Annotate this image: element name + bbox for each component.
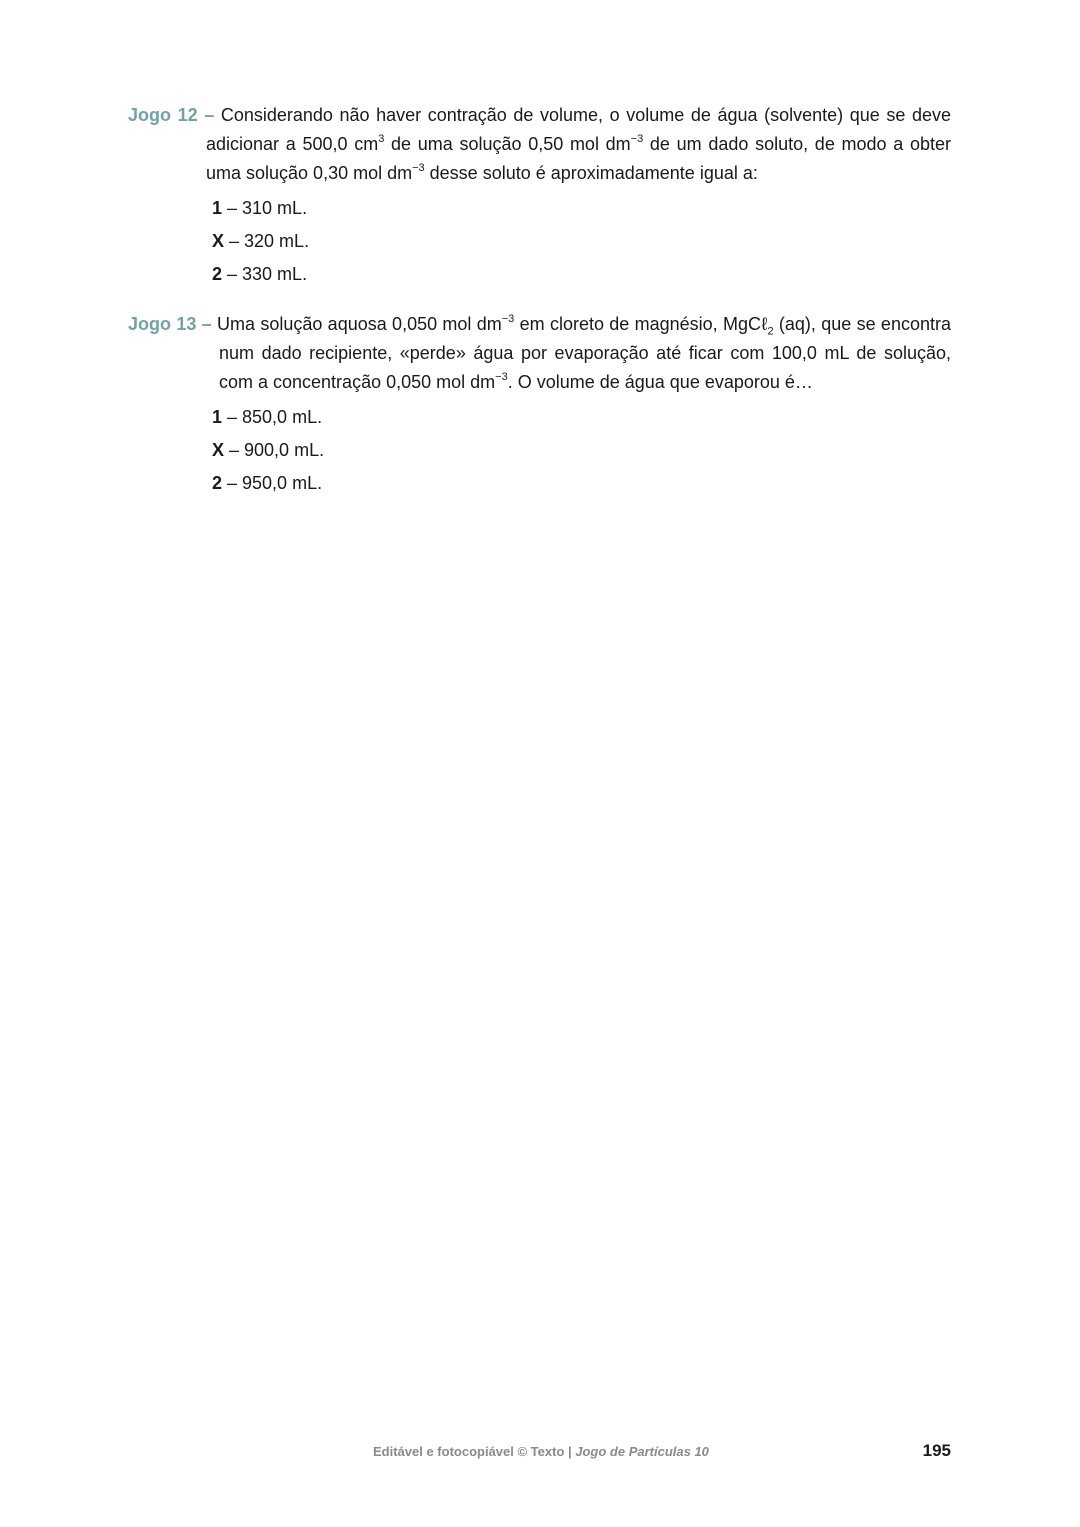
option-key: 2 [212, 473, 223, 493]
option-text: – 320 mL. [224, 231, 310, 251]
option-text: – 310 mL. [222, 198, 308, 218]
superscript: −3 [412, 162, 425, 174]
option-key: 1 [212, 198, 223, 218]
superscript: −3 [501, 313, 515, 325]
superscript: 3 [378, 133, 385, 145]
question-text [128, 310, 951, 397]
answer-option [212, 258, 951, 291]
answer-option [212, 192, 951, 225]
option-key: 2 [212, 264, 223, 284]
superscript: −3 [495, 371, 508, 383]
option-key: 1 [212, 407, 223, 427]
option-text: – 850,0 mL. [222, 407, 323, 427]
superscript: −3 [630, 133, 644, 145]
question-jogo-13 [128, 310, 951, 500]
option-text: – 950,0 mL. [222, 473, 323, 493]
answer-options [128, 401, 951, 500]
page-number: 195 [922, 1441, 951, 1460]
answer-options [128, 192, 951, 291]
question-text-part: Uma solução aquosa 0,050 mol dm [211, 314, 502, 334]
question-text-part: desse soluto é aproximadamente igual a: [424, 163, 758, 183]
question-label: Jogo 12 – [128, 105, 215, 125]
question-text-part: Considerando não haver contração de volume, o volume de água (solvente) que se deve adicionar a 500,0 cm [206, 105, 951, 154]
footer-publisher: Editável e fotocopiável © Texto | [373, 1444, 576, 1459]
page-footer [0, 1441, 1080, 1465]
question-text-part: (aq), que se encontra num dado recipiente, «perde» água por evaporação até ficar com 100,0 mL de solução, com a concentração 0,050 mol dm [219, 314, 951, 392]
option-key: X [212, 440, 225, 460]
question-label: Jogo 13 – [128, 314, 212, 334]
answer-option [212, 434, 951, 467]
footer-book-title: Jogo de Partículas 10 [575, 1444, 709, 1459]
question-text-part: de uma solução 0,50 mol dm [384, 134, 631, 154]
question-text-part: em cloreto de magnésio, MgCℓ [514, 314, 768, 334]
question-text-part: de um dado soluto, de modo a obter uma solução 0,30 mol dm [206, 134, 951, 183]
option-key: X [212, 231, 225, 251]
answer-option [212, 467, 951, 500]
subscript: 2 [767, 325, 774, 338]
footer-copyright [373, 1444, 709, 1459]
question-jogo-12 [128, 101, 951, 291]
question-text-part: . O volume de água que evaporou é… [507, 372, 813, 392]
answer-option [212, 401, 951, 434]
option-text: – 330 mL. [222, 264, 308, 284]
answer-option [212, 225, 951, 258]
option-text: – 900,0 mL. [224, 440, 325, 460]
question-text [128, 101, 951, 188]
